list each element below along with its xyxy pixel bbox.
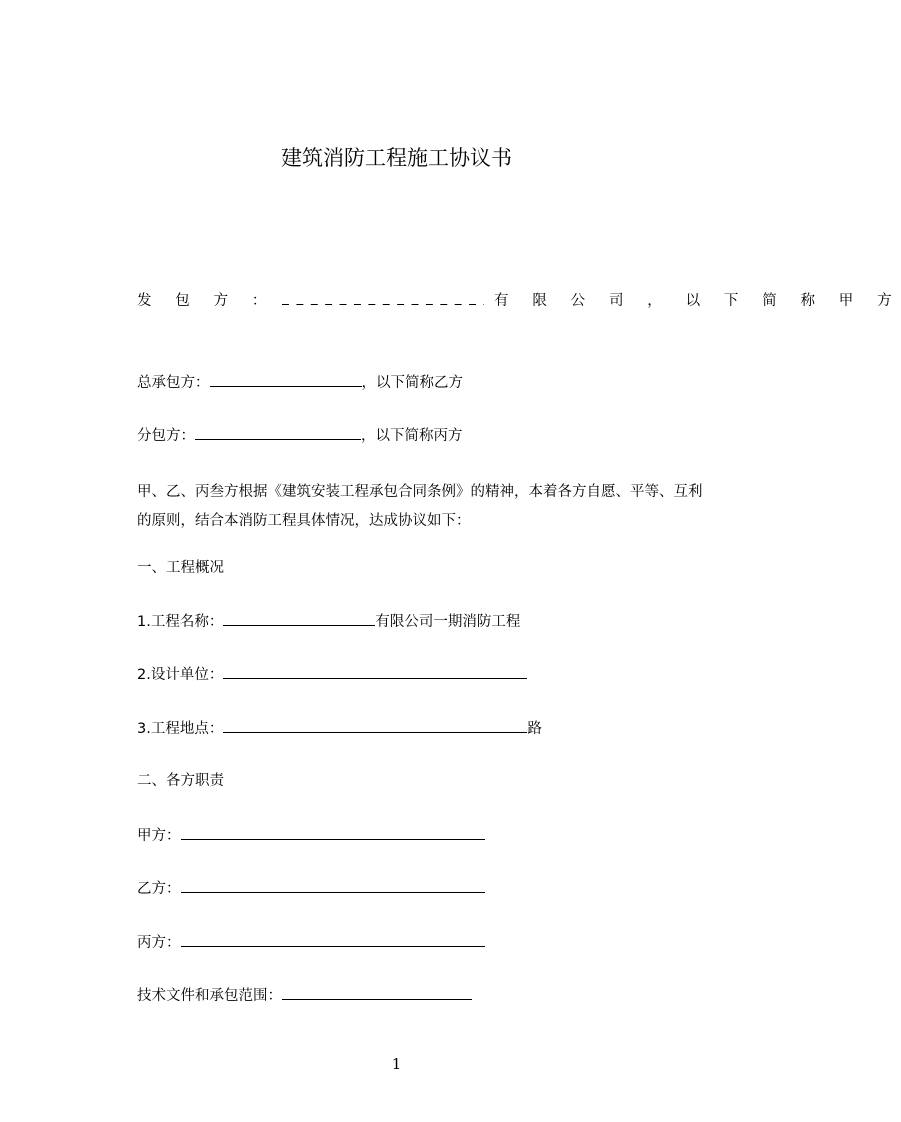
party-c-label: 分包方：	[137, 428, 195, 444]
project-location-label: 3.工程地点：	[137, 721, 224, 737]
party-a-label: 发 包 方 ：	[137, 293, 277, 309]
party-c-line	[137, 425, 463, 446]
party-b-suffix: ，以下简称乙方	[361, 375, 463, 391]
project-name-label: 1.工程名称：	[137, 614, 224, 630]
design-unit-label: 2.设计单位：	[137, 667, 224, 683]
duty-a-blank[interactable]	[181, 825, 485, 840]
duty-c-blank[interactable]	[181, 932, 485, 947]
party-c-blank[interactable]	[195, 425, 361, 440]
project-location-suffix: 路	[527, 721, 542, 737]
design-unit-line	[137, 664, 527, 685]
design-unit-blank[interactable]	[223, 664, 527, 679]
duty-a-line	[137, 825, 485, 846]
project-location-line	[137, 718, 542, 739]
scope-blank[interactable]	[282, 985, 472, 1000]
intro-paragraph: 甲、乙、丙叁方根据《建筑安装工程承包合同条例》的精神，本着各方自愿、平等、互利的原则，结合本消防工程具体情况，达成协议如下：	[137, 484, 703, 529]
party-b-line	[137, 372, 463, 393]
duty-c-label: 丙方：	[137, 935, 181, 951]
duty-a-label: 甲方：	[137, 828, 181, 844]
party-a-line	[137, 291, 901, 311]
party-b-label: 总承包方：	[137, 375, 210, 391]
party-a-blank[interactable]	[282, 291, 484, 305]
duty-b-label: 乙方：	[137, 881, 181, 897]
scope-line	[137, 985, 472, 1006]
party-b-blank[interactable]	[210, 372, 362, 387]
page-number: 1	[391, 1055, 402, 1073]
party-c-suffix: ，以下简称丙方	[361, 428, 463, 444]
scope-label: 技术文件和承包范围：	[137, 988, 282, 1004]
project-name-line	[137, 611, 520, 632]
duty-c-line	[137, 932, 485, 953]
project-name-suffix: 有限公司一期消防工程	[375, 614, 521, 630]
party-a-suffix: 有 限 公 司 ， 以 下 简 称 甲 方	[494, 293, 901, 309]
document-title: 建筑消防工程施工协议书	[281, 146, 512, 170]
project-location-blank[interactable]	[223, 718, 527, 733]
duty-b-line	[137, 878, 485, 899]
project-name-blank[interactable]	[223, 611, 375, 626]
duty-b-blank[interactable]	[181, 878, 485, 893]
section1-heading: 一、工程概况	[137, 560, 224, 576]
section2-heading: 二、各方职责	[137, 773, 224, 789]
